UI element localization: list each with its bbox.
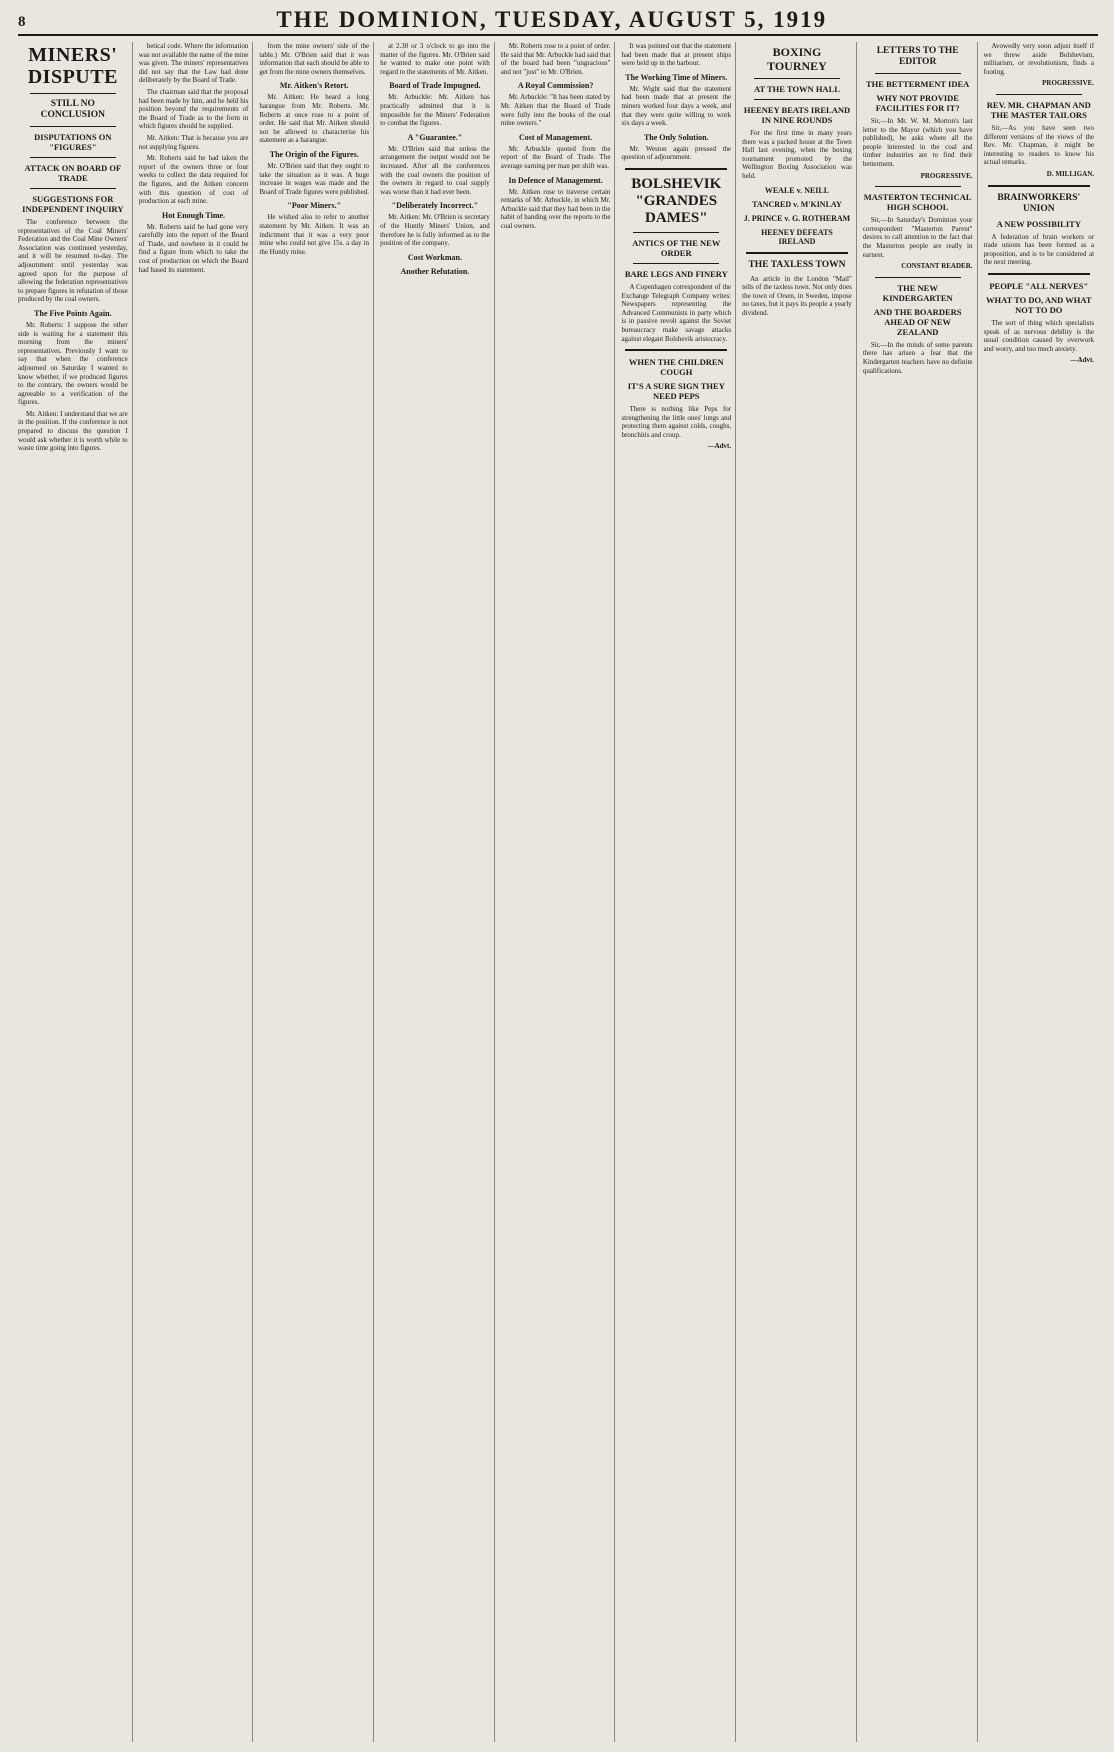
letter-signature: PROGRESSIVE. <box>920 171 973 180</box>
subhead: Another Refutation. <box>400 266 470 276</box>
deck-what-to-do: WHAT TO DO, AND WHAT NOT TO DO <box>985 294 1092 315</box>
article-paragraph: The conference between the representatives of the Coal Miners' Federation and the Coal Mine Owners' Association was continued yesterday, and it will be resumed to-day. The adjournment until yesterday was agreed upon for the purpose of allowing the federation representatives to prepare figures in refutation of those produced by the coal owners. <box>18 218 128 304</box>
letter-paragraph: Sir,—In the minds of some parents there has arisen a fear that the Kindergarten teachers have no definite qualifications. <box>862 340 973 375</box>
subhead: A Royal Commission? <box>517 81 594 91</box>
column-6 <box>621 42 736 1742</box>
subhead: The Working Time of Miners. <box>625 72 728 82</box>
subhead: J. PRINCE v. G. ROTHERAM <box>743 213 851 223</box>
headline-technical-school: MASTERTON TECHNICAL HIGH SCHOOL <box>863 192 972 213</box>
headline-miners-dispute: MINERS' DISPUTE <box>27 44 118 88</box>
headline-children-cough: WHEN THE CHILDREN COUGH <box>628 357 724 378</box>
subhead: WEALE v. NEILL <box>764 185 830 195</box>
subhead: Hot Enough Time. <box>162 210 226 220</box>
article-paragraph: Mr. O'Brien said that unless the arrangement the output would not be increased. After all the conferences with the coal owners the position of the owners in regard to coal supply was worse than it had ever been. <box>380 144 490 196</box>
headline-chapman: REV. MR. CHAPMAN AND THE MASTER TAILORS <box>986 99 1091 120</box>
deck-new-possibility: A NEW POSSIBILITY <box>996 218 1081 229</box>
deck-peps: IT'S A SURE SIGN THEY NEED PEPS <box>627 381 725 402</box>
deck-facilities: WHY NOT PROVIDE FACILITIES FOR IT? <box>875 93 960 113</box>
article-paragraph: An article in the London "Mail" tells of the taxless town. Not only does the town of Orsen, in Sweden, impose no taxes, but it pays its people a yearly dividend. <box>742 274 852 317</box>
letter-signature: D. MILLIGAN. <box>1046 169 1095 178</box>
article-paragraph: Mr. Weston again pressed the question of adjournment. <box>621 144 732 162</box>
subhead: Cost Workman. <box>407 252 462 262</box>
masthead <box>18 0 1098 36</box>
article-paragraph: Mr. Roberts said he had gone very carefully into the report of the Board of Trade, and nowhere in it could he find a figure from which to take the cost of production on which the Board had based its statement. <box>138 222 249 274</box>
article-paragraph: A federation of brain workers or trade unions has been formed as a proposition, and is to be considered at the next meeting. <box>983 232 1095 267</box>
subhead: "Poor Miners." <box>287 201 342 211</box>
article-paragraph: The chairman said that the proposal had been made by him, and he held his position beyond the requirements of the Board of Trade as to the form in which figures should be supplied. <box>138 87 249 131</box>
deck-betterment: THE BETTERMENT IDEA <box>866 79 970 89</box>
deck-antics: ANTICS OF THE NEW ORDER <box>632 237 721 258</box>
article-paragraph: A Copenhagen correspondent of the Exchange Telegraph Company writes: Newspapers representing the Advanced Communists in party which is in passive revolt against the Soviet bureaucracy make savage attacks against elegant Bolshevik aristocracy. <box>621 282 732 343</box>
subhead: TANCRED v. M'KINLAY <box>752 199 842 209</box>
headline-taxless-town: THE TAXLESS TOWN <box>748 259 846 270</box>
article-paragraph: Mr. Arbuckle: "It has been stated by Mr. Aitken that the Board of Trade were fully into the books of the coal mine owners." <box>500 93 611 128</box>
headline-letters: LETTERS TO THE EDITOR <box>876 46 959 67</box>
column-2 <box>139 42 254 1742</box>
letter-paragraph: Avowedly very soon adjust itself if we threw aside Bolshevism, militarism, or revolutionism, finds a footing. <box>983 42 1095 76</box>
article-paragraph: Mr. Aitken: That is because you are not supplying figures. <box>138 133 249 151</box>
article-paragraph: Mr. Arbuckle quoted from the report of the Board of Trade. The average earning per man per shift was. <box>500 144 611 170</box>
column-8 <box>863 42 978 1742</box>
headline-all-nerves: PEOPLE "ALL NERVES" <box>989 280 1089 291</box>
subhead: "Deliberately Incorrect." <box>391 201 479 211</box>
advert-signature: —Advt. <box>707 442 732 451</box>
subhead: Mr. Aitken's Retort. <box>279 81 349 91</box>
subhead: Board of Trade Impugned. <box>389 81 481 91</box>
letter-paragraph: Sir,—In Saturday's Dominion your correspondent "Masterton Parent" desires to call attention to the fact that the Masterton people are really in earnest. <box>862 216 973 259</box>
deck-bare-legs: BARE LEGS AND FINERY <box>624 268 728 279</box>
subhead: HEENEY DEFEATS IRELAND <box>761 227 833 246</box>
deck-still-no-conclusion: STILL NO CONCLUSION <box>40 99 106 120</box>
article-paragraph: Mr. Aitken: Mr. O'Brien is secretary of the Huntly Miners' Union, and therefore he is fully informed as to the position of the company. <box>380 213 490 248</box>
article-paragraph: Mr. Aitken: I understand that we are in the position. If the conference is not prepared to discuss the question I would ask whether it is worth while to waste time going into figures. <box>18 409 128 453</box>
advert-paragraph: The sort of thing which specialists speak of as nervous debility is the usual condition caused by overwork and worry, and too much anxiety. <box>983 318 1095 353</box>
advert-signature: —Advt. <box>1070 356 1095 365</box>
column-3 <box>259 42 374 1742</box>
article-paragraph: Mr. Roberts: I suppose the other side is waiting for a statement this morning from the miners' representatives. Previously I want to say that when the conference adjourned on Saturday I wanted to know whether, if we produced figures to the contrary, the owners would be agreeable to a verification of the figures. <box>18 320 128 407</box>
column-5 <box>501 42 616 1742</box>
article-paragraph: It was pointed out that the statement had been made that at present ships were held up in the harbour. <box>621 42 732 68</box>
article-paragraph: Mr. Aitken: He heard a long harangue from Mr. Roberts. Mr. Roberts at once rose to a point of order. He said that Mr. Aitken should not be allowed to characterise his statement as a harangue. <box>259 93 370 145</box>
page-number: 8 <box>18 14 26 30</box>
deck-disputations: DISPUTATIONS ON "FIGURES" <box>34 132 112 152</box>
article-paragraph: Mr. Arbuckle: Mr. Aitken has practically admitted that it is impossible for the Miners' Federation to combat the figures. <box>380 93 490 128</box>
article-paragraph: Mr. Roberts said he had taken the report of the owners three or four weeks to collect the data required for the figures, and the Aitken concern with this question of cost of production at each mine. <box>138 154 249 206</box>
headline-boxing: BOXING TOURNEY <box>767 45 827 73</box>
advert-paragraph: There is nothing like Peps for strengthening the little ones' lungs and protecting them against colds, coughs, bronchitis and croup. <box>621 405 732 439</box>
headline-brainworkers: BRAINWORKERS' UNION <box>997 192 1081 214</box>
deck-town-hall: AT THE TOWN HALL <box>754 84 840 94</box>
article-paragraph: He wished also to refer to another statement by Mr. Aitken. It was an indictment that it was a very poor mine who could not give 15s. a day in the Huntly mine. <box>259 213 370 256</box>
deck-suggestions: SUGGESTIONS FOR INDEPENDENT INQUIRY <box>22 194 124 214</box>
column-4 <box>380 42 495 1742</box>
article-paragraph: Mr. Wight said that the statement had been made that at present the miners worked four days a week, and that they were quite willing to work six days a week. <box>621 84 732 128</box>
article-paragraph: Mr. Aitken rose to traverse certain remarks of Mr. Arbuckle, in which Mr. Arbuckle said that they had been in the habit of handing over the reports to the coal owners. <box>500 187 611 230</box>
article-paragraph: at 2.30 or 3 o'clock to go into the matter of the figures. Mr. O'Brien said he wanted to make one point with regard to the statements of Mr. Aitken. <box>380 42 490 76</box>
article-paragraph: betical code. Where the information was not available the name of the mine was given. The miners' representatives did not say that the Law had done deliberately by the Board of Trade. <box>138 42 249 85</box>
article-paragraph: Mr. O'Brien said that they ought to take the situation as it was. A huge increase in wages was made and the Board of Trade figures were published. <box>259 161 370 196</box>
headline-kindergarten: THE NEW KINDERGARTEN <box>882 282 953 303</box>
article-paragraph: from the mine owners' side of the table.) Mr. O'Brien said that it was information that each should be able to get from the mine owners themselves. <box>259 42 370 76</box>
subhead: A "Guarantee." <box>407 132 463 142</box>
column-9 <box>984 42 1099 1742</box>
letter-paragraph: Sir,—As you have seen two different versions of the views of the Rev. Mr. Chapman, it might be interesting to readers to know his actual remarks. <box>983 123 1095 167</box>
letter-signature: PROGRESSIVE. <box>1042 79 1095 88</box>
columns <box>18 42 1098 1742</box>
subhead: In Defence of Management. <box>508 175 603 185</box>
masthead-title: THE DOMINION, TUESDAY, AUGUST 5, 1919 <box>276 7 828 32</box>
subhead: The Five Points Again. <box>34 308 112 318</box>
deck-heeney: HEENEY BEATS IRELAND IN NINE ROUNDS <box>743 105 851 125</box>
subhead: The Only Solution. <box>643 132 709 142</box>
subhead: Cost of Management. <box>519 132 593 142</box>
subhead: The Origin of the Figures. <box>269 149 359 159</box>
letter-paragraph: Sir,—In Mr. W. M. Morton's last letter to the Mayor (which you have published), he asks where all the people interested in the coal and timber industries are to find their betterment. <box>862 117 973 168</box>
article-paragraph: For the first time in many years there was a packed house at the Town Hall last evening, when the boxing tournament promoted by the Wellington Boxing Association was held. <box>742 129 852 180</box>
deck-boarders: AND THE BOARDERS AHEAD OF NEW ZEALAND <box>873 306 962 337</box>
headline-bolshevik: BOLSHEVIK "GRANDES DAMES" <box>631 175 722 226</box>
column-7 <box>742 42 857 1742</box>
deck-attack-board: ATTACK ON BOARD OF TRADE <box>24 163 122 183</box>
letter-signature: CONSTANT READER. <box>901 262 973 271</box>
article-paragraph: Mr. Roberts rose to a point of order. He said that Mr. Arbuckle had said that of the board had been "ungracious" and not "just" to Mr. O'Brien. <box>500 42 611 76</box>
column-1 <box>18 42 133 1742</box>
